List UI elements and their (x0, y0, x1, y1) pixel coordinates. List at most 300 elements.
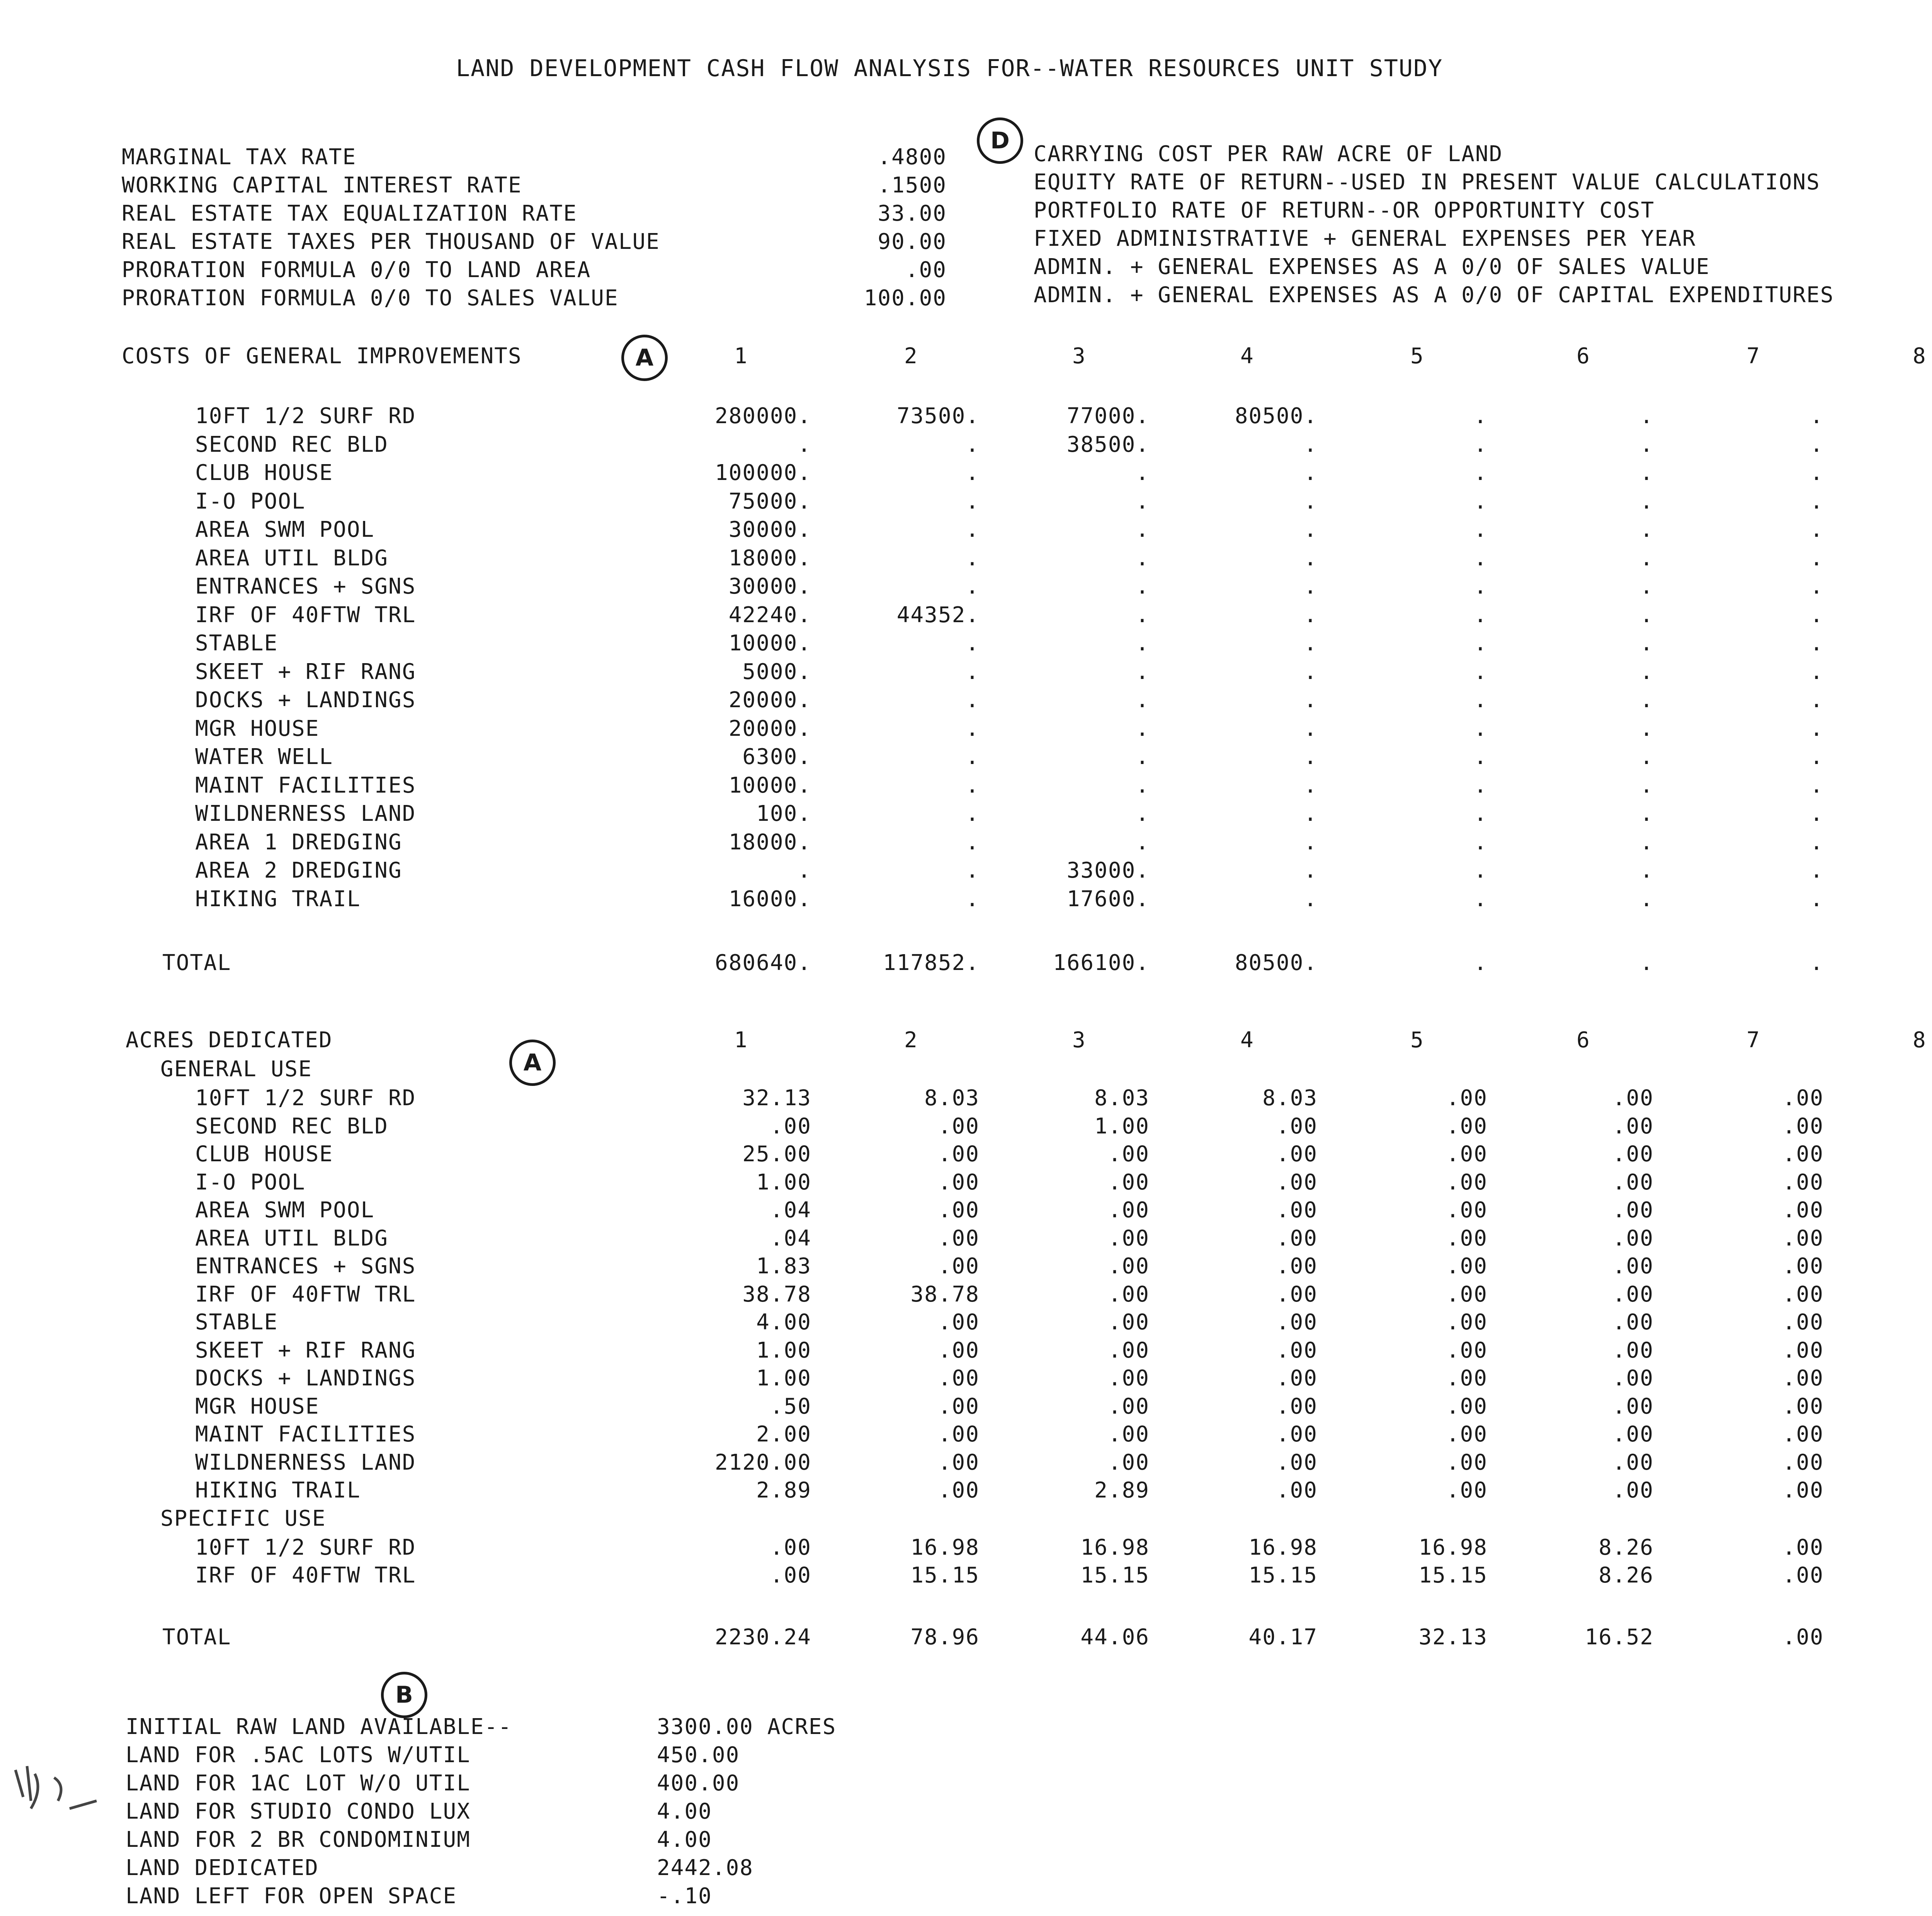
improvements-cell: . (1810, 773, 1824, 798)
acres-cell: .00 (938, 1394, 980, 1419)
improvements-cell: 38500. (1066, 432, 1150, 457)
improvements-cell: . (1640, 403, 1654, 429)
improvements-cell: . (1640, 744, 1654, 769)
acres-row-name: 10FT 1/2 SURF RD (195, 1535, 416, 1560)
improvements-cell: . (1474, 801, 1488, 826)
acres-cell: 15.15 (910, 1563, 980, 1588)
improvements-cell: . (1136, 659, 1150, 684)
acres-cell: .00 (1108, 1422, 1150, 1447)
acres-cell: .00 (1108, 1281, 1150, 1307)
improvements-cell: 30000. (728, 574, 811, 599)
improvements-row-name: ENTRANCES + SGNS (195, 574, 416, 599)
improvements-cell: . (1810, 631, 1824, 656)
acres-heading: ACRES DEDICATED (126, 1028, 333, 1053)
param-left-label: MARGINAL TAX RATE (122, 145, 357, 170)
improvements-cell: . (1640, 545, 1654, 571)
improvements-cell: . (1474, 858, 1488, 883)
acres-col-header: 2 (904, 1028, 918, 1053)
acres-cell: .00 (1276, 1281, 1318, 1307)
acres-cell: .00 (1446, 1281, 1488, 1307)
improvements-cell: . (966, 886, 980, 912)
acres-cell (1801, 1336, 1932, 1365)
acres-row-name: I-O POOL (195, 1169, 306, 1195)
acres-total-cell (1801, 1623, 1932, 1652)
marker-a-improvements: A (621, 335, 668, 381)
acres-cell: 8.03 (1262, 1086, 1318, 1111)
improvements-cell: . (1304, 517, 1318, 542)
acres-cell: .00 (1612, 1169, 1654, 1195)
acres-cell: 15.15 (1418, 1563, 1488, 1588)
acres-col-header: 8 (1913, 1028, 1927, 1053)
acres-row-name: SECOND REC BLD (195, 1113, 389, 1139)
improvements-cell: . (966, 659, 980, 684)
improvements-cell: . (1474, 432, 1488, 457)
improvements-row-name: SECOND REC BLD (195, 432, 389, 457)
improvements-row-name: WATER WELL (195, 744, 333, 769)
improvements-cell (1801, 487, 1932, 516)
acres-cell: .00 (1108, 1366, 1150, 1391)
improvements-total-cell: . (1474, 950, 1488, 975)
acres-cell: .00 (1782, 1142, 1824, 1167)
improvements-cell: 77000. (1066, 403, 1150, 429)
param-right-label: FIXED ADMINISTRATIVE + GENERAL EXPENSES PER YEAR (1034, 226, 1696, 251)
acres-cell: .00 (1446, 1225, 1488, 1251)
acres-cell: .00 (1612, 1450, 1654, 1475)
improvements-cell: . (1136, 687, 1150, 713)
acres-cell: .00 (938, 1254, 980, 1279)
improvements-cell: . (1810, 488, 1824, 514)
acres-cell: .00 (1612, 1366, 1654, 1391)
improvements-cell: . (1474, 602, 1488, 628)
acres-cell: .00 (1276, 1113, 1318, 1139)
acres-cell: .00 (1446, 1366, 1488, 1391)
improvements-cell (1801, 800, 1932, 828)
improvements-cell: . (1136, 829, 1150, 855)
acres-cell: .00 (1612, 1254, 1654, 1279)
improvements-cell: 16000. (728, 886, 811, 912)
improvements-cell: . (1136, 602, 1150, 628)
acres-cell: .00 (1276, 1366, 1318, 1391)
improvements-cell: . (1136, 773, 1150, 798)
acres-row-name: MGR HOUSE (195, 1394, 320, 1419)
acres-cell: .00 (1108, 1337, 1150, 1363)
acres-cell: 1.00 (756, 1337, 811, 1363)
land-summary-value: 4.00 (657, 1799, 712, 1824)
acres-row-name: SKEET + RIF RANG (195, 1337, 416, 1363)
acres-cell: .00 (938, 1422, 980, 1447)
improvements-cell: . (1810, 574, 1824, 599)
improvements-row-name: AREA 1 DREDGING (195, 829, 402, 855)
acres-total-label: TOTAL (162, 1625, 231, 1650)
improvements-row-name: MAINT FACILITIES (195, 773, 416, 798)
acres-cell: .00 (938, 1478, 980, 1503)
acres-cell: .00 (1446, 1337, 1488, 1363)
improvements-cell: 6300. (742, 744, 811, 769)
improvements-cell: . (966, 517, 980, 542)
improvements-cell: . (1304, 432, 1318, 457)
land-summary-value: 3300.00 ACRES (657, 1714, 837, 1739)
improvements-row-name: IRF OF 40FTW TRL (195, 602, 416, 628)
improvements-cell: . (1136, 716, 1150, 741)
acres-cell: .00 (1782, 1563, 1824, 1588)
acres-cell: .00 (938, 1366, 980, 1391)
improvements-cell: 18000. (728, 545, 811, 571)
improvements-col-header: 1 (734, 344, 748, 369)
improvements-cell: . (1304, 886, 1318, 912)
marker-b: B (381, 1672, 427, 1718)
improvements-cell: . (1640, 659, 1654, 684)
improvements-cell: 10000. (728, 631, 811, 656)
acres-cell: 38.78 (742, 1281, 811, 1307)
improvements-cell: . (1474, 574, 1488, 599)
acres-cell: .00 (1612, 1478, 1654, 1503)
improvements-cell: . (1304, 460, 1318, 485)
acres-cell: .00 (1612, 1337, 1654, 1363)
acres-cell: 2120.00 (714, 1450, 811, 1475)
improvements-row-name: DOCKS + LANDINGS (195, 687, 416, 713)
improvements-cell: 18000. (728, 829, 811, 855)
improvements-cell: . (1810, 716, 1824, 741)
land-summary-label: LAND DEDICATED (126, 1855, 319, 1880)
acres-cell (1801, 1280, 1932, 1309)
improvements-cell: . (1640, 631, 1654, 656)
acres-cell: .00 (1276, 1198, 1318, 1223)
improvements-cell (1801, 856, 1932, 885)
improvements-cell: . (1474, 716, 1488, 741)
improvements-cell: . (1810, 886, 1824, 912)
param-left-label: REAL ESTATE TAXES PER THOUSAND OF VALUE (122, 229, 660, 254)
acres-cell (1801, 1392, 1932, 1421)
acres-cell: 8.26 (1599, 1563, 1654, 1588)
improvements-cell: . (1136, 631, 1150, 656)
improvements-cell: . (1640, 517, 1654, 542)
acres-col-header: 1 (734, 1028, 748, 1053)
acres-cell: 8.26 (1599, 1535, 1654, 1560)
improvements-row-name: CLUB HOUSE (195, 460, 333, 485)
improvements-total-cell: 117852. (883, 950, 980, 975)
acres-cell: .00 (938, 1310, 980, 1335)
improvements-row-name: HIKING TRAIL (195, 886, 361, 912)
acres-specific-label: SPECIFIC USE (160, 1506, 326, 1531)
improvements-cell: . (1474, 488, 1488, 514)
improvements-cell: . (1640, 829, 1654, 855)
improvements-row-name: AREA SWM POOL (195, 517, 375, 542)
improvements-cell: . (1810, 517, 1824, 542)
improvements-cell: . (1304, 687, 1318, 713)
acres-cell (1801, 1420, 1932, 1449)
acres-cell: .00 (1612, 1422, 1654, 1447)
improvements-row-name: SKEET + RIF RANG (195, 659, 416, 684)
acres-cell: .00 (1782, 1394, 1824, 1419)
acres-cell: .00 (1276, 1142, 1318, 1167)
improvements-total-cell: . (1640, 950, 1654, 975)
acres-cell: .00 (1446, 1478, 1488, 1503)
acres-cell: 1.00 (756, 1169, 811, 1195)
improvements-cell: 5000. (742, 659, 811, 684)
improvements-cell (1801, 402, 1932, 431)
improvements-cell: 20000. (728, 687, 811, 713)
acres-cell: .00 (1108, 1254, 1150, 1279)
improvements-cell (1801, 715, 1932, 743)
acres-cell: .00 (1782, 1310, 1824, 1335)
improvements-cell: . (1304, 716, 1318, 741)
improvements-col-header: 5 (1410, 344, 1424, 369)
acres-col-header: 4 (1240, 1028, 1254, 1053)
acres-cell (1801, 1168, 1932, 1197)
acres-cell: .00 (1446, 1113, 1488, 1139)
acres-cell: .00 (1782, 1478, 1824, 1503)
improvements-cell: . (1810, 460, 1824, 485)
improvements-cell: . (1474, 687, 1488, 713)
acres-cell: 25.00 (742, 1142, 811, 1167)
improvements-cell: . (1640, 886, 1654, 912)
acres-cell: .00 (938, 1142, 980, 1167)
land-summary-value: -.10 (657, 1884, 712, 1909)
marker-d: D (977, 117, 1023, 164)
improvements-cell: . (966, 773, 980, 798)
acres-cell (1801, 1308, 1932, 1337)
improvements-cell: 17600. (1066, 886, 1150, 912)
improvements-cell: . (1136, 517, 1150, 542)
improvements-cell: . (1640, 687, 1654, 713)
improvements-cell: . (1640, 602, 1654, 628)
acres-row-name: HIKING TRAIL (195, 1478, 361, 1503)
improvements-total-cell: 80500. (1235, 950, 1318, 975)
acres-cell: .00 (1446, 1254, 1488, 1279)
acres-col-header: 3 (1072, 1028, 1086, 1053)
improvements-cell: . (1304, 602, 1318, 628)
acres-cell: .00 (1782, 1450, 1824, 1475)
acres-cell: .00 (1446, 1310, 1488, 1335)
acres-row-name: DOCKS + LANDINGS (195, 1366, 416, 1391)
acres-cell: .00 (770, 1113, 811, 1139)
acres-cell: 1.00 (1094, 1113, 1150, 1139)
acres-cell: .00 (1782, 1281, 1824, 1307)
land-summary-value: 450.00 (657, 1742, 740, 1768)
acres-cell (1801, 1196, 1932, 1225)
acres-cell: .00 (1612, 1113, 1654, 1139)
improvements-total-cell: 166100. (1053, 950, 1150, 975)
improvements-cell: . (966, 432, 980, 457)
report-title: LAND DEVELOPMENT CASH FLOW ANALYSIS FOR--WATER RESOURCES UNIT STUDY (456, 55, 1443, 82)
improvements-cell: . (1136, 545, 1150, 571)
improvements-cell: . (1640, 432, 1654, 457)
acres-total-cell: 32.13 (1418, 1625, 1488, 1650)
acres-cell: .00 (1612, 1281, 1654, 1307)
acres-cell: .00 (1276, 1337, 1318, 1363)
acres-cell: 15.15 (1248, 1563, 1318, 1588)
improvements-cell: . (1474, 829, 1488, 855)
acres-cell (1801, 1364, 1932, 1393)
acres-cell: 2.89 (1094, 1478, 1150, 1503)
improvements-cell: . (1304, 744, 1318, 769)
acres-cell: .00 (1612, 1142, 1654, 1167)
land-summary-value: 4.00 (657, 1827, 712, 1852)
improvements-row-name: AREA 2 DREDGING (195, 858, 402, 883)
acres-col-header: 5 (1410, 1028, 1424, 1053)
improvements-col-header: 6 (1577, 344, 1590, 369)
acres-cell (1801, 1448, 1932, 1477)
land-summary-label: LAND LEFT FOR OPEN SPACE (126, 1884, 457, 1909)
improvements-cell: . (966, 574, 980, 599)
acres-row-name: IRF OF 40FTW TRL (195, 1281, 416, 1307)
improvements-cell: . (1304, 801, 1318, 826)
land-summary-label: LAND FOR .5AC LOTS W/UTIL (126, 1742, 471, 1768)
improvements-cell: 44352. (896, 602, 980, 628)
improvements-cell (1801, 459, 1932, 487)
acres-cell: .00 (770, 1535, 811, 1560)
acres-cell (1801, 1224, 1932, 1253)
improvements-cell: . (1640, 488, 1654, 514)
acres-cell: .00 (1446, 1086, 1488, 1111)
improvements-cell: . (966, 488, 980, 514)
improvements-col-header: 4 (1240, 344, 1254, 369)
improvements-total-cell (1801, 949, 1932, 977)
improvements-cell: . (1640, 460, 1654, 485)
param-left-value: 100.00 (864, 286, 947, 311)
improvements-cell (1801, 572, 1932, 601)
acres-row-name: CLUB HOUSE (195, 1142, 333, 1167)
acres-cell: .00 (1108, 1198, 1150, 1223)
improvements-col-header: 3 (1072, 344, 1086, 369)
improvements-cell: . (1136, 488, 1150, 514)
acres-cell: .04 (770, 1225, 811, 1251)
acres-cell: 32.13 (742, 1086, 811, 1111)
acres-cell: .00 (938, 1450, 980, 1475)
acres-cell: .00 (938, 1198, 980, 1223)
improvements-cell (1801, 885, 1932, 914)
improvements-cell: . (1474, 517, 1488, 542)
land-summary-label: LAND FOR STUDIO CONDO LUX (126, 1799, 471, 1824)
acres-cell: .00 (1276, 1169, 1318, 1195)
param-left-value: 33.00 (878, 201, 947, 226)
acres-cell: .00 (938, 1169, 980, 1195)
improvements-cell: . (1474, 886, 1488, 912)
acres-total-cell: 2230.24 (714, 1625, 811, 1650)
acres-cell: .00 (1446, 1450, 1488, 1475)
improvements-cell: . (1474, 773, 1488, 798)
improvements-cell (1801, 658, 1932, 686)
improvements-cell: 100000. (714, 460, 811, 485)
improvements-row-name: I-O POOL (195, 488, 306, 514)
acres-row-name: AREA UTIL BLDG (195, 1225, 389, 1251)
improvements-cell (1801, 743, 1932, 771)
acres-cell: .00 (938, 1337, 980, 1363)
acres-cell: 2.89 (756, 1478, 811, 1503)
improvements-cell: . (966, 545, 980, 571)
improvements-cell: . (1304, 858, 1318, 883)
acres-cell: .00 (1782, 1254, 1824, 1279)
param-right-label: ADMIN. + GENERAL EXPENSES AS A 0/0 OF CAPITAL EXPENDITURES (1034, 282, 1834, 308)
acres-cell: .00 (1276, 1450, 1318, 1475)
improvements-cell: . (1136, 744, 1150, 769)
acres-row-name: WILDNERNESS LAND (195, 1450, 416, 1475)
improvements-cell (1801, 431, 1932, 459)
improvements-cell: 42240. (728, 602, 811, 628)
acres-cell: 38.78 (910, 1281, 980, 1307)
improvements-cell: . (966, 631, 980, 656)
improvements-cell: . (1810, 432, 1824, 457)
acres-cell: .00 (1108, 1225, 1150, 1251)
acres-cell: .00 (938, 1225, 980, 1251)
acres-cell: .00 (1612, 1086, 1654, 1111)
improvements-cell: . (1304, 829, 1318, 855)
improvements-cell: . (1640, 858, 1654, 883)
acres-cell: .00 (1276, 1478, 1318, 1503)
improvements-cell: . (966, 716, 980, 741)
improvements-cell: . (1136, 460, 1150, 485)
acres-cell: .00 (1446, 1422, 1488, 1447)
handwritten-scribble-icon (8, 1754, 100, 1832)
acres-cell: 1.00 (756, 1366, 811, 1391)
improvements-cell: . (798, 432, 811, 457)
improvements-cell: . (966, 460, 980, 485)
acres-cell: .00 (938, 1113, 980, 1139)
improvements-cell: 73500. (896, 403, 980, 429)
improvements-cell: . (1136, 801, 1150, 826)
acres-cell: 16.98 (1248, 1535, 1318, 1560)
acres-cell: 16.98 (1080, 1535, 1150, 1560)
improvements-cell: . (1640, 773, 1654, 798)
acres-cell: .00 (1108, 1169, 1150, 1195)
land-summary-label: LAND FOR 2 BR CONDOMINIUM (126, 1827, 471, 1852)
acres-cell: .00 (1276, 1422, 1318, 1447)
acres-cell: 2.00 (756, 1422, 811, 1447)
improvements-cell: . (1810, 687, 1824, 713)
acres-cell: .00 (1108, 1310, 1150, 1335)
improvements-cell: . (1810, 403, 1824, 429)
acres-cell: .00 (1782, 1535, 1824, 1560)
acres-general-label: GENERAL USE (160, 1057, 312, 1082)
improvements-cell: . (1810, 659, 1824, 684)
acres-cell: .00 (1276, 1225, 1318, 1251)
acres-cell: .04 (770, 1198, 811, 1223)
acres-cell: 16.98 (1418, 1535, 1488, 1560)
acres-cell: .00 (1782, 1366, 1824, 1391)
improvements-cell: 100. (756, 801, 811, 826)
acres-cell: 8.03 (924, 1086, 980, 1111)
acres-cell (1801, 1533, 1932, 1562)
improvements-cell (1801, 828, 1932, 857)
improvements-total-label: TOTAL (162, 950, 231, 975)
improvements-cell: . (1810, 858, 1824, 883)
acres-total-cell: 16.52 (1585, 1625, 1654, 1650)
acres-col-header: 6 (1577, 1028, 1590, 1053)
land-summary-label: INITIAL RAW LAND AVAILABLE-- (126, 1714, 512, 1739)
improvements-cell: . (1304, 545, 1318, 571)
land-summary-label: LAND FOR 1AC LOT W/O UTIL (126, 1771, 471, 1796)
improvements-cell: 280000. (714, 403, 811, 429)
param-right-label: PORTFOLIO RATE OF RETURN--OR OPPORTUNITY COST (1034, 198, 1655, 223)
improvements-cell: . (1136, 574, 1150, 599)
improvements-cell: 20000. (728, 716, 811, 741)
acres-cell: .00 (1782, 1198, 1824, 1223)
acres-cell (1801, 1476, 1932, 1505)
improvements-cell: . (1304, 631, 1318, 656)
improvements-cell: . (966, 829, 980, 855)
acres-cell (1801, 1561, 1932, 1590)
improvements-cell (1801, 629, 1932, 658)
acres-cell: .00 (1782, 1337, 1824, 1363)
improvements-cell (1801, 516, 1932, 544)
acres-cell: .00 (1612, 1394, 1654, 1419)
acres-cell: .00 (1446, 1198, 1488, 1223)
param-left-value: .00 (905, 257, 947, 282)
improvements-cell: . (1474, 631, 1488, 656)
improvements-cell: . (966, 801, 980, 826)
acres-cell (1801, 1112, 1932, 1141)
param-left-value: .4800 (878, 145, 947, 170)
